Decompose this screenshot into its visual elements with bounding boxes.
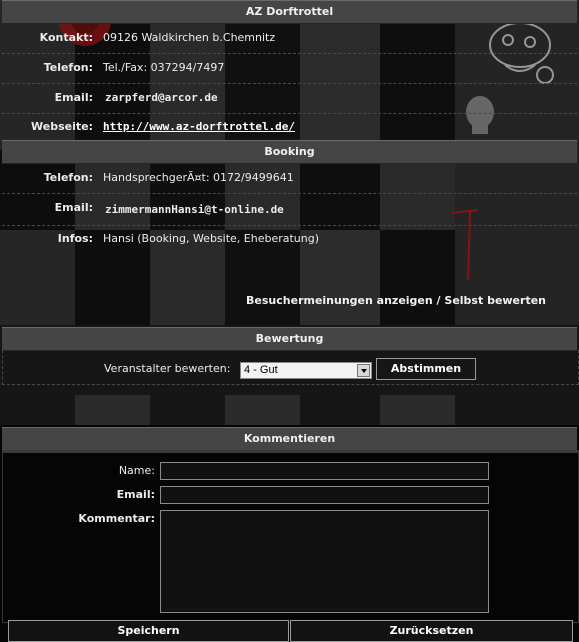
venue-header: AZ Dorftrottel <box>2 0 577 24</box>
name-label: Name: <box>118 464 155 477</box>
booking-email-label: Email: <box>54 201 93 214</box>
email-input[interactable] <box>160 486 489 504</box>
comment-label: Kommentar: <box>78 512 155 525</box>
email-label: Email: <box>54 91 93 104</box>
email-value[interactable]: zarpferd@arcor.de <box>105 91 218 104</box>
phone-label: Telefon: <box>43 61 93 74</box>
chevron-down-icon[interactable] <box>357 364 370 377</box>
save-button[interactable]: Speichern <box>8 620 289 642</box>
vote-button[interactable]: Abstimmen <box>376 358 476 380</box>
contact-label: Kontakt: <box>39 31 93 44</box>
rating-selected-value: 4 - Gut <box>244 364 278 376</box>
website-link[interactable]: http://www.az-dorftrottel.de/ <box>103 120 296 133</box>
comment-header: Kommentieren <box>2 427 577 451</box>
phone-row <box>2 53 577 84</box>
booking-phone-row <box>2 163 577 194</box>
contact-value: 09126 Waldkirchen b.Chemnitz <box>103 31 276 44</box>
booking-info-row <box>2 226 577 256</box>
comment-textarea[interactable] <box>160 510 489 613</box>
booking-info-value: Hansi (Booking, Website, Eheberatung) <box>103 232 320 245</box>
website-row <box>2 113 577 139</box>
rating-select[interactable] <box>240 362 372 379</box>
phone-value: Tel./Fax: 037294/7497 <box>103 61 225 74</box>
rating-label: Veranstalter bewerten: <box>104 362 231 375</box>
rating-header: Bewertung <box>2 327 577 351</box>
booking-email-row <box>2 193 577 226</box>
email-field-label: Email: <box>116 488 155 501</box>
reviews-link[interactable]: Besuchermeinungen anzeigen / Selbst bewerten <box>246 294 546 307</box>
booking-info-label: Infos: <box>57 232 93 245</box>
contact-row <box>2 23 577 54</box>
reset-button[interactable]: Zurücksetzen <box>290 620 573 642</box>
booking-phone-value: HandsprechgerÃ¤t: 0172/9499641 <box>103 171 294 184</box>
website-label: Webseite: <box>31 120 93 133</box>
booking-header: Booking <box>2 140 577 164</box>
email-row <box>2 83 577 114</box>
booking-email-value[interactable]: zimmermannHansi@t-online.de <box>105 203 284 216</box>
name-input[interactable] <box>160 462 489 480</box>
booking-phone-label: Telefon: <box>43 171 93 184</box>
